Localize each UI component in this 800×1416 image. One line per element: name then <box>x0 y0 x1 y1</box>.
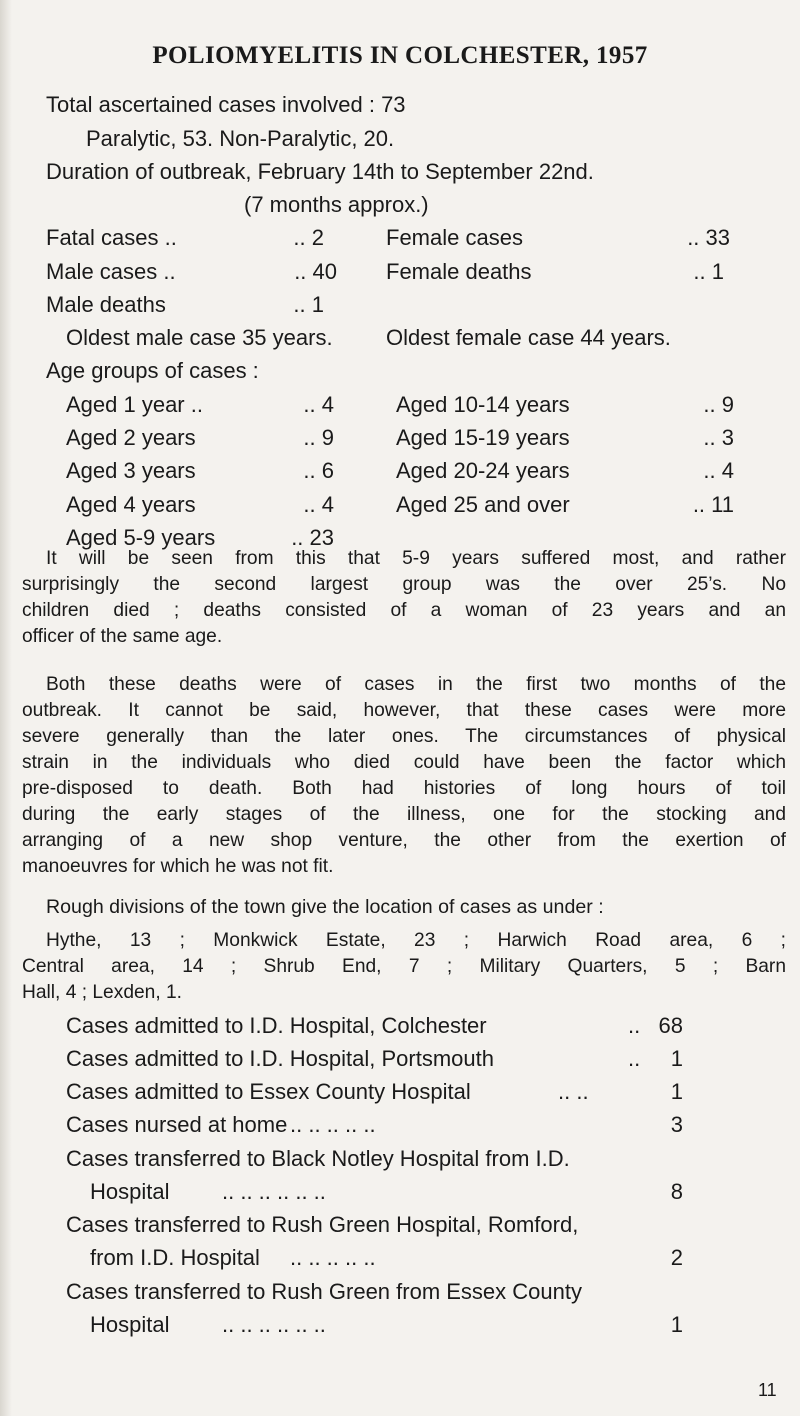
page-number: 11 <box>758 1380 777 1400</box>
admission-dots: .. .. .. .. .. .. <box>222 1179 326 1204</box>
admission-label: Cases admitted to I.D. Hospital, Colchester <box>66 1013 487 1038</box>
paralytic-line: Paralytic, 53. Non-Paralytic, 20. <box>86 126 395 151</box>
paragraph-line: surprisingly the second largest group was the over 25’s. No <box>22 574 786 595</box>
paragraph-line: severe generally than the later ones. The circumstances of physical <box>22 726 786 747</box>
paragraph-line: children died ; deaths consisted of a woman of 23 years and an <box>22 600 786 621</box>
divisions-intro-line: Rough divisions of the town give the location of cases as under : <box>46 896 604 918</box>
divisions-line: Hythe, 13 ; Monkwick Estate, 23 ; Harwich Road area, 6 ; <box>46 930 786 951</box>
admission-label: from I.D. Hospital <box>90 1245 260 1270</box>
admission-value: 1 <box>670 1312 683 1337</box>
age-right-value: .. 9 <box>703 392 734 417</box>
age-right-value: .. 3 <box>703 425 734 450</box>
total-cases-line: Total ascertained cases involved : 73 <box>46 92 406 117</box>
paragraph-line: It will be seen from this that 5-9 years suffered most, and rather <box>46 548 786 569</box>
admission-dots: .. <box>628 1013 641 1038</box>
divisions-line: Central area, 14 ; Shrub End, 7 ; Military Quarters, 5 ; Barn <box>22 956 786 977</box>
age-left-label: Aged 4 years <box>66 492 196 517</box>
paragraph-line: pre-disposed to death. Both had histories of long hours of toil <box>22 778 786 799</box>
age-left-value: .. 23 <box>291 525 334 550</box>
paragraph-deaths <box>22 672 786 880</box>
divisions-list <box>22 928 786 1006</box>
paragraph-line: officer of the same age. <box>22 626 223 647</box>
admission-dots: .. .. <box>558 1079 589 1104</box>
admission-value: 3 <box>670 1112 683 1137</box>
paragraph-age-analysis <box>22 546 786 650</box>
admission-dots: .. .. .. .. .. .. <box>222 1312 326 1337</box>
age-left-value: .. 6 <box>303 458 334 483</box>
admission-label: Cases admitted to I.D. Hospital, Portsmouth <box>66 1046 494 1071</box>
oldest-male-line: Oldest male case 35 years. <box>66 325 333 350</box>
female-cases-value: .. 33 <box>687 225 730 250</box>
fatal-cases-value: .. 2 <box>293 225 324 250</box>
paragraph-line: outbreak. It cannot be said, however, that these cases were more <box>22 700 786 721</box>
admission-dots: .. <box>628 1046 641 1071</box>
fatal-cases-label: Fatal cases .. <box>46 225 177 250</box>
age-left-value: .. 4 <box>303 492 334 517</box>
age-right-value: .. 4 <box>703 458 734 483</box>
admission-label: Hospital <box>90 1312 170 1337</box>
age-groups-heading: Age groups of cases : <box>46 358 259 383</box>
admission-label: Cases admitted to Essex County Hospital <box>66 1079 471 1104</box>
male-cases-value: .. 40 <box>294 259 337 284</box>
age-left-label: Aged 5-9 years <box>66 525 216 550</box>
age-left-label: Aged 1 year .. <box>66 392 203 417</box>
age-right-label: Aged 10-14 years <box>396 392 570 417</box>
admission-dots: .. .. .. .. .. <box>290 1245 376 1270</box>
age-left-value: .. 4 <box>303 392 334 417</box>
divisions-line: Hall, 4 ; Lexden, 1. <box>22 982 182 1003</box>
paragraph-line: arranging of a new shop venture, the other from the exertion of <box>22 830 786 851</box>
paragraph-line: strain in the individuals who died could have been the factor which <box>22 752 786 773</box>
female-deaths-value: .. 1 <box>693 259 724 284</box>
admission-value: 2 <box>670 1245 683 1270</box>
divisions-intro <box>46 894 786 920</box>
paragraph-line: manoeuvres for which he was not fit. <box>22 856 334 877</box>
female-deaths-label: Female deaths <box>386 259 532 284</box>
duration-line: Duration of outbreak, February 14th to September 22nd. <box>46 159 594 184</box>
age-left-label: Aged 3 years <box>66 458 196 483</box>
age-right-label: Aged 25 and over <box>396 492 570 517</box>
admission-value: 1 <box>670 1079 683 1104</box>
page-edge-shadow <box>0 0 12 1416</box>
admission-value: 1 <box>670 1046 683 1071</box>
admission-dots: .. .. .. .. .. <box>290 1112 376 1137</box>
admission-value: 8 <box>670 1179 683 1204</box>
oldest-female-line: Oldest female case 44 years. <box>386 325 671 350</box>
admission-label: Hospital <box>90 1179 170 1204</box>
age-right-label: Aged 15-19 years <box>396 425 570 450</box>
age-right-label: Aged 20-24 years <box>396 458 570 483</box>
male-cases-label: Male cases .. <box>46 259 176 284</box>
female-cases-label: Female cases <box>386 225 523 250</box>
age-right-value: .. 11 <box>692 492 734 517</box>
male-deaths-value: .. 1 <box>293 292 324 317</box>
admission-label: Cases transferred to Rush Green from Essex County <box>66 1279 582 1304</box>
age-left-value: .. 9 <box>303 425 334 450</box>
duration-note: (7 months approx.) <box>244 192 429 217</box>
admission-label: Cases transferred to Black Notley Hospital from I.D. <box>66 1146 570 1171</box>
male-deaths-label: Male deaths <box>46 292 166 317</box>
age-left-label: Aged 2 years <box>66 425 196 450</box>
admission-label: Cases transferred to Rush Green Hospital, Romford, <box>66 1212 579 1237</box>
admission-value: 68 <box>658 1013 683 1038</box>
admission-label: Cases nursed at home <box>66 1112 288 1137</box>
page-title: POLIOMYELITIS IN COLCHESTER, 1957 <box>152 42 648 69</box>
paragraph-line: during the early stages of the illness, one for the stocking and <box>22 804 786 825</box>
paragraph-line: Both these deaths were of cases in the first two months of the <box>46 674 786 695</box>
